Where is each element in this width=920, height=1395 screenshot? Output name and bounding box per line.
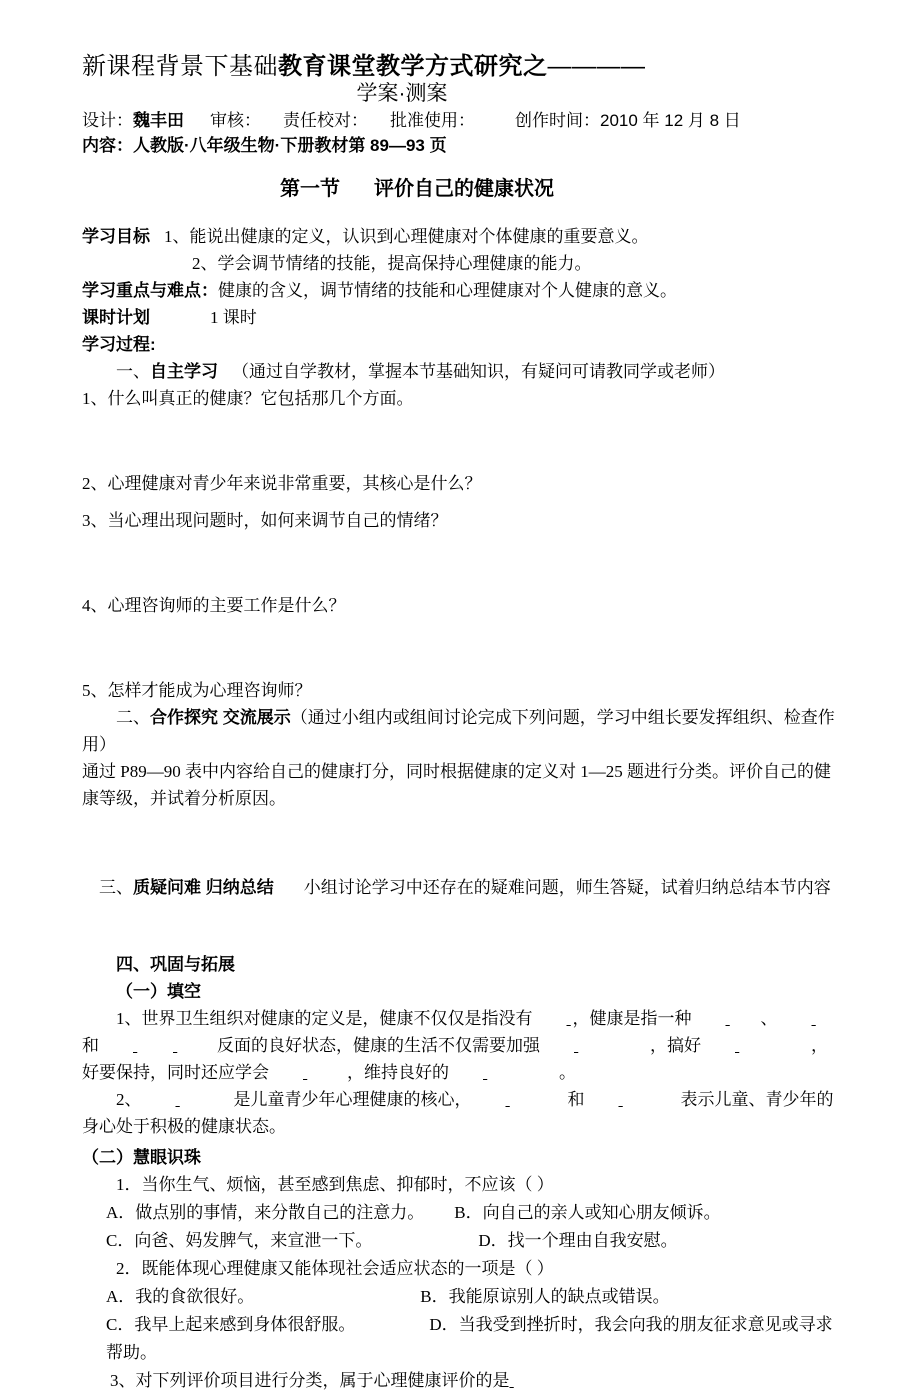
focus-line — [82, 277, 842, 304]
banner-title-bold: 教育课堂教学方式研究之 — [278, 53, 548, 80]
fill1-blank-2[interactable] — [692, 1005, 747, 1032]
fill1-seg9: ，维持良好的 — [347, 1063, 449, 1082]
process-line — [82, 331, 842, 358]
part-three-number: 三、 — [99, 878, 133, 897]
fill1-seg7: ，好要保持 — [82, 1036, 828, 1082]
created-label: 创作时间： — [515, 111, 600, 130]
lesson-title — [82, 172, 842, 201]
objectives-line-1 — [82, 223, 842, 250]
part-two-number: 二、 — [116, 708, 150, 727]
banner-title-dashes: ———— — [547, 53, 646, 80]
part-one-block — [82, 358, 842, 704]
part-one-question-5: 5、怎样才能成为心理咨询师？ — [82, 681, 312, 700]
fill1-seg4: 和 — [82, 1036, 99, 1055]
part-one-title: 自主学习 — [150, 362, 218, 381]
fill1-seg1: 1、世界卫生组织对健康的定义是，健康不仅仅是指没有 — [116, 1009, 533, 1028]
fill1-blank-3[interactable] — [778, 1005, 833, 1032]
plan-value: 1 课时 — [210, 308, 257, 327]
lesson-section-number: 第一节 — [280, 178, 340, 200]
fill2-seg5: 的身心处于积极的健康状态。 — [82, 1090, 834, 1136]
mc-question-1-stem: 1．当你生气、烦恼，甚至感到焦虑、抑郁时，不应该（ ） — [116, 1175, 554, 1194]
fill1-seg6: ，搞好 — [650, 1036, 701, 1055]
fill2-seg2: 是儿童青少年心理健康的核心， — [233, 1090, 472, 1109]
fill1-blank-4[interactable] — [99, 1032, 139, 1059]
part-four-subsection-fill: （一）填空 — [116, 982, 201, 1001]
plan-label: 课时计划 — [82, 308, 150, 327]
fill1-blank-5[interactable] — [139, 1032, 217, 1059]
fill2-blank-3[interactable] — [585, 1086, 681, 1113]
mc2-option-a[interactable]: A．我的食欲很好。 — [106, 1287, 255, 1306]
part-four-heading: 四、巩固与拓展 — [116, 955, 235, 974]
fill1-blank-1[interactable] — [533, 1005, 573, 1032]
design-label: 设计： — [82, 111, 133, 130]
fill2-seg3: 和 — [567, 1090, 585, 1109]
part-one-question-1: 1、什么叫真正的健康？它包括那几个方面。 — [82, 389, 414, 408]
mc3-stem-text: 3、对下列评价项目进行分类，属于心理健康评价的是 — [110, 1371, 510, 1390]
part-three-block — [82, 874, 842, 901]
mc1-option-b[interactable]: B．向自己的亲人或知心朋友倾诉。 — [454, 1203, 721, 1222]
part-one-question-4: 4、心理咨询师的主要工作是什么？ — [82, 596, 346, 615]
part-one-note: （通过自学教材，掌握本节基础知识，有疑问可请教同学或老师） — [232, 362, 725, 381]
focus-label: 学习重点与难点： — [82, 281, 218, 300]
content-label: 内容： — [82, 136, 133, 155]
objective-item-2: 2、学会调节情绪的技能，提高保持心理健康的能力。 — [192, 254, 592, 273]
part-one-question-3: 3、当心理出现问题时，如何来调节自己的情绪？ — [82, 511, 448, 530]
process-label: 学习过程: — [82, 335, 156, 354]
objective-item-1: 1、能说出健康的定义，认识到心理健康对个体健康的重要意义。 — [164, 227, 649, 246]
design-value: 魏丰田 — [133, 111, 184, 130]
objectives-block — [82, 223, 842, 358]
mc2-option-d[interactable]: D．当我受到挫折时，我会向我的朋友征求意见或寻求帮助。 — [106, 1315, 833, 1362]
part-one-number: 一、 — [116, 362, 150, 381]
fill1-seg3: 、 — [760, 1009, 778, 1028]
part-three-heading — [82, 874, 842, 901]
document-banner-title — [82, 52, 842, 82]
mc1-option-d[interactable]: D．找一个理由自我安慰。 — [478, 1231, 678, 1250]
mc-question-1-options-row-1 — [82, 1199, 842, 1227]
part-two-body: 通过 P89—90 表中内容给自己的健康打分，同时根据健康的定义对 1—25 题进行分类。评价自己的健康等级，并试着分析原因。 — [82, 762, 831, 808]
fill2-seg4: 表示儿童、青少年 — [680, 1090, 817, 1109]
objectives-label: 学习目标 — [82, 227, 150, 246]
document-content — [82, 52, 842, 1395]
review-label: 审核： — [210, 111, 261, 130]
part-one-question-2: 2、心理健康对青少年来说非常重要，其核心是什么？ — [82, 474, 482, 493]
part-four-subsection-mc: （二）慧眼识珠 — [82, 1148, 201, 1167]
fill1-seg5: 反面的良好状态，健康的生活不仅需要加强 — [217, 1036, 540, 1055]
meta-line-content — [82, 133, 842, 158]
fill1-blank-9[interactable] — [449, 1059, 559, 1086]
meta-line-credits — [82, 108, 842, 133]
fill2-blank-1[interactable] — [142, 1086, 220, 1113]
fill1-blank-6[interactable] — [540, 1032, 636, 1059]
part-one-heading — [82, 358, 842, 385]
fill1-blank-7[interactable] — [701, 1032, 797, 1059]
mc-question-2-stem: 2．既能体现心理健康又能体现社会适应状态的一项是（ ） — [116, 1259, 554, 1278]
plan-line — [82, 304, 842, 331]
part-four-block — [82, 951, 842, 1395]
mc-question-1-options-row-2 — [82, 1227, 842, 1255]
mc2-option-b[interactable]: B．我能原谅别人的缺点或错误。 — [420, 1287, 670, 1306]
lesson-section-name: 评价自己的健康状况 — [374, 178, 554, 200]
fill-question-2 — [82, 1086, 842, 1140]
fill1-seg8: ，同时还应学会 — [150, 1063, 269, 1082]
mc2-option-c[interactable]: C．我早上起来感到身体很舒服。 — [106, 1315, 356, 1334]
part-three-note: 小组讨论学习中还存在的疑难问题，师生答疑，试着归纳总结本节内容 — [303, 878, 831, 897]
banner-title-plain: 新课程背景下基础 — [82, 53, 278, 80]
fill1-seg2: ，健康是指一种 — [572, 1009, 692, 1028]
fill1-blank-8[interactable] — [269, 1059, 347, 1086]
mc-question-2-options-row-2 — [82, 1311, 842, 1367]
part-two-note: （通过小组内或组间讨论完成下列问题，学习中组长要发挥组织、检查作用） — [82, 708, 835, 754]
approve-label: 批准使用： — [390, 111, 475, 130]
mc1-option-a[interactable]: A．做点别的事情，来分散自己的注意力。 — [106, 1203, 425, 1222]
fill2-seg1: 2、 — [116, 1090, 142, 1109]
fill-question-1 — [82, 1005, 842, 1086]
created-value: 2010 年 12 月 8 日 — [600, 111, 741, 130]
mc-question-2-options-row-1 — [82, 1283, 842, 1311]
fill1-seg10: 。 — [559, 1063, 576, 1082]
mc-question-3-stem — [82, 1367, 842, 1395]
mc1-option-c[interactable]: C．向爸、妈发脾气，来宣泄一下。 — [106, 1231, 373, 1250]
proofread-label: 责任校对： — [283, 111, 368, 130]
part-three-title: 质疑问难 归纳总结 — [133, 878, 274, 897]
content-value: 人教版·八年级生物·下册教材第 89—93 页 — [133, 136, 447, 155]
part-two-heading — [82, 704, 842, 758]
part-two-block — [82, 704, 842, 812]
objectives-line-2 — [82, 250, 842, 277]
mc3-blank-1[interactable] — [510, 1367, 588, 1395]
document-banner-subtitle: 学案·测案 — [356, 82, 448, 105]
fill2-blank-2[interactable] — [472, 1086, 568, 1113]
part-two-title: 合作探究 交流展示 — [150, 708, 291, 727]
focus-text: 健康的含义，调节情绪的技能和心理健康对个人健康的意义。 — [218, 281, 677, 300]
